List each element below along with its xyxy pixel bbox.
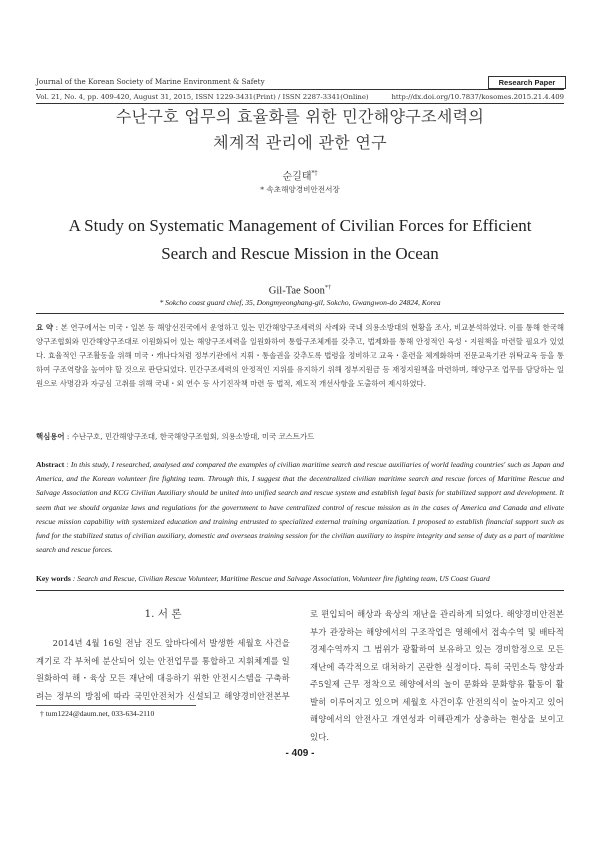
title-en-line2: Search and Rescue Mission in the Ocean — [161, 244, 439, 263]
citation: Vol. 21, No. 4, pp. 409-420, August 31, 2015, ISSN 1229-3431(Print) / ISSN 2287-3341(Online) — [36, 93, 369, 101]
page-number: - 409 - — [285, 748, 315, 759]
title-kr-line2: 체계적 관리에 관한 연구 — [213, 133, 387, 152]
abstract-en-text: : In this study, I researched, analysed and compared the examples of civilian maritime search and rescue auxiliaries of world leading countries' such as Japan and America, and the Korean volunteer fire fighting team. Through this, I suggest that the decentralized civilian maritime search and rescue forces of Maritime Rescue and Salvage Association and KCG Civilian Auxiliary should be united into unified search and rescue system and establish legal basis for stabilized support and development. It seem that we should organize laws and regulations for the government to have centralized control of rescue mission as in the cases of America and Canada and elivate rescue mission capability with systemized education and training entrusted to specialized external training organization. I proposed to establish financial support such as fund for the stabilized status of civilian auxiliary, domestic and overseas training session for the civilian auxiliary to inspire integrity and sense of duty as a part of maritime search and rescue forces. — [36, 460, 564, 555]
author-en — [0, 281, 600, 299]
title-en-line1: A Study on Systematic Management of Civilian Forces for Efficient — [68, 216, 532, 235]
abstract-en-label: Abstract — [36, 460, 65, 469]
affiliation-kr: * 속초해양경비안전서장 — [260, 185, 340, 194]
abstract-rule-top — [36, 313, 564, 314]
doi-link[interactable]: http://dx.doi.org/10.7837/kosomes.2015.21.4.409 — [391, 93, 564, 101]
abstract-kr — [36, 321, 564, 419]
abstract-kr-label: 요 약 — [36, 323, 54, 332]
footnote-rule — [36, 705, 196, 706]
header-rule-top — [36, 89, 564, 90]
section-heading: 1. 서 론 — [144, 608, 182, 620]
keywords-kr-text: : 수난구호, 민간해양구조대, 한국해양구조협회, 의용소방대, 미국 코스트가드 — [66, 432, 315, 441]
footnote: † tum1224@daum.net, 033-634-2110 — [40, 709, 155, 718]
title-kr-line1: 수난구호 업무의 효율화를 위한 민간해양구조세력의 — [115, 107, 485, 126]
abstract-kr-text: : 본 연구에서는 미국・일본 등 해양선진국에서 운영하고 있는 민간해양구조세력의 사례와 국내 의용소방대의 현황을 조사, 비교분석하였다. 이를 통해 한국해양구조협회와 민간해양구조대로 이원화되어 있는 해양구조세력을 일원화하여 통합구조체계를 갖추고, 법제화를 통해 안정적인 육성・지원책을 마련할 필요가 있었다. 효율적인 구조활동을 위해 미국・캐나다처럼 정부기관에서 지휘・통솔권을 갖추도록 법령을 정비하고 교육・훈련을 체계화하며 전문교육기관 위탁교육 등을 통하여 구조역량을 높여야 할 것으로 판단되었다. 민간구조세력의 안정적인 지위를 유지하기 위해 정부지원금 등 재정지원책을 마련하며, 해양구조 업무를 담당하는 일원으로 사명감과 자긍심 고취를 위해 국내・외 연수 등 사기진작책 마련 등 법적, 제도적 개선사항을 도출하여 제시하였다. — [36, 323, 564, 388]
keywords-kr-label: 핵심용어 — [36, 432, 65, 441]
author-kr — [0, 167, 600, 184]
author-kr-name: 순길태 — [282, 171, 312, 183]
author-kr-mark: *† — [311, 170, 318, 177]
affiliation-en: * Sokcho coast guard chief, 35, Dongmyeonghang-gil, Sokcho, Gwangwon-do 24824, Korea — [159, 298, 441, 307]
research-paper-badge: Research Paper — [488, 76, 566, 89]
keywords-kr — [36, 430, 564, 444]
keywords-en-text: : Search and Rescue, Civilian Rescue Volunteer, Maritime Rescue and Salvage Association, Volunteer fire fighting team, US Coast Guard — [72, 574, 490, 583]
author-en-name: Gil-Tae Soon — [268, 285, 325, 297]
abstract-rule-bottom — [36, 590, 564, 591]
keywords-en — [36, 572, 564, 586]
abstract-en — [36, 458, 564, 572]
keywords-en-label: Key words — [36, 574, 71, 583]
journal-name: Journal of the Korean Society of Marine Environment & Safety — [36, 77, 265, 86]
section-right-column: 로 편입되어 해상과 육상의 재난을 관리하게 되었다. 해양경비안전본부가 관장하는 해양에서의 구조작업은 영해에서 접속수역 및 배타적경제수역까지 그 범위가 광활하여 보유하고 있는 경비함정으로 모든 재난에 즉각적으로 대처하기 곤란한 실정이다. 특히 국민소득 향상과 주5일제 근무 정착으로 해양에서의 놀이 문화와 문화향유 활동이 활발히 이루어지고 있으며 세월호 사건이후 안전의식이 높아지고 있어 해양에서의 안전사고 개연성과 이해관계가 상충하는 현상을 보이고 있다. — [310, 609, 564, 742]
author-en-mark: *† — [324, 284, 332, 291]
section-left-column: 2014년 4월 16일 전남 진도 앞바다에서 발생한 세월호 사건을 계기로 각 부처에 분산되어 있는 안전업무를 통합하고 지휘체계를 일원화하여 해・육상 모든 재난에 대응하기 위한 안전시스템을 구축하려는 정부의 방침에 따라 국민안전처가 신설되고 해양경비안전본부 — [36, 638, 290, 701]
